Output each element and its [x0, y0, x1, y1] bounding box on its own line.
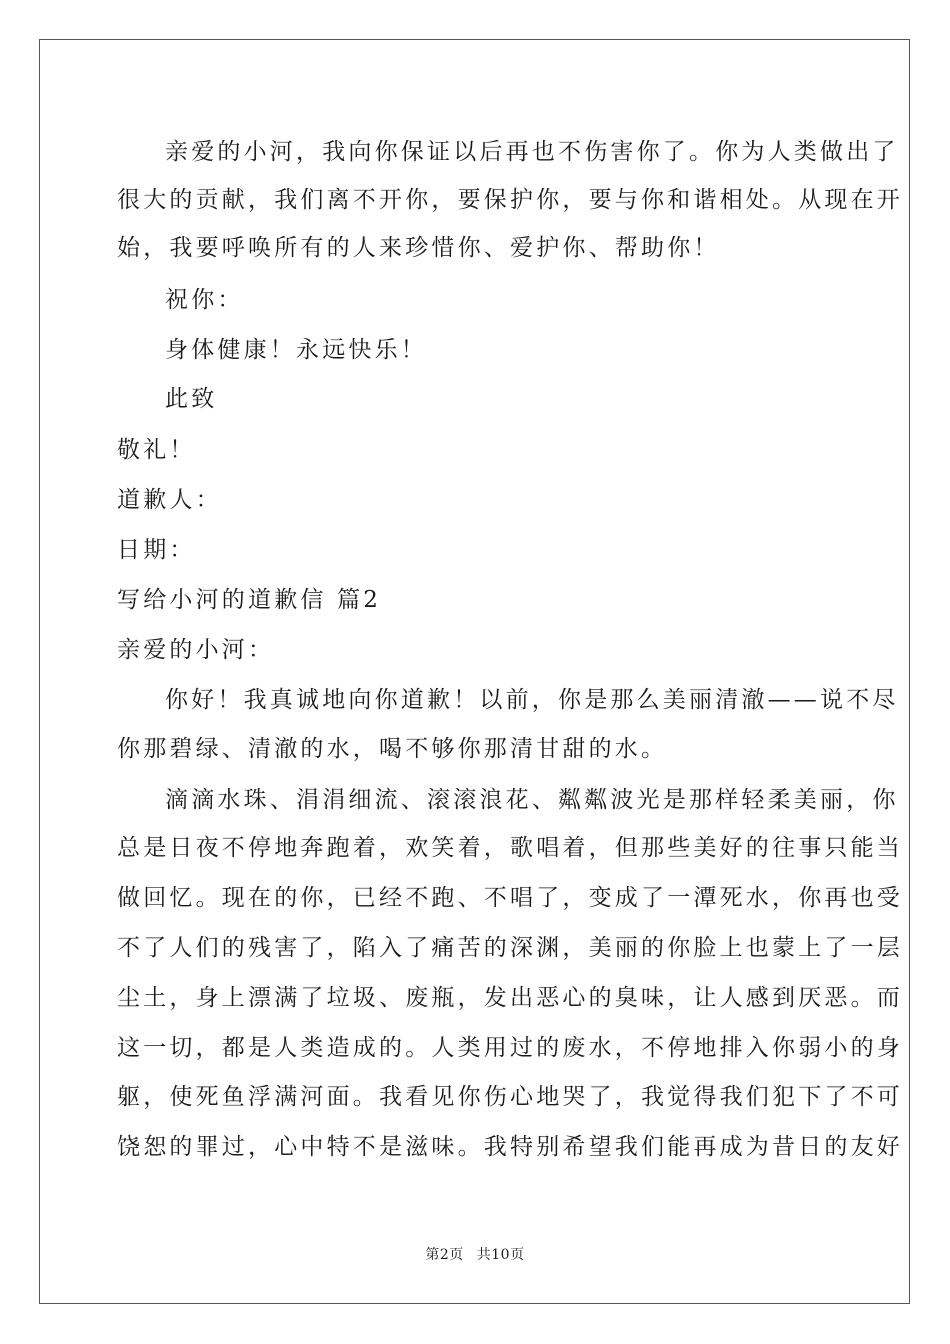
paragraph-line: 做回忆。现在的你，已经不跑、不唱了，变成了一潭死水，你再也受: [117, 885, 903, 911]
paragraph-line: 这一切，都是人类造成的。人类用过的废水，不停地排入你弱小的身: [117, 1035, 903, 1061]
closing-line: 此致: [165, 386, 218, 412]
paragraph-line: 始，我要呼唤所有的人来珍惜你、爱护你、帮助你！: [117, 235, 720, 261]
paragraph-line: 很大的贡献，我们离不开你，要保护你，要与你和谐相处。从现在开: [117, 187, 903, 213]
section-heading: 写给小河的道歉信 篇2: [117, 587, 382, 613]
closing-line: 敬礼！: [117, 437, 196, 463]
wish-line: 身体健康！永远快乐！: [165, 337, 427, 363]
signature-line: 道歉人：: [117, 487, 222, 513]
page-total: 共10页: [476, 1247, 525, 1263]
paragraph-line: 你那碧绿、清澈的水，喝不够你那清甘甜的水。: [117, 736, 668, 762]
paragraph-line: 亲爱的小河，我向你保证以后再也不伤害你了。你为人类做出了: [165, 139, 899, 165]
paragraph-line: 躯，使死鱼浮满河面。我看见你伤心地哭了，我觉得我们犯下了不可: [117, 1084, 903, 1110]
paragraph-line: 滴滴水珠、涓涓细流、滚滚浪花、粼粼波光是那样轻柔美丽，你: [165, 787, 899, 813]
paragraph-line: 总是日夜不停地奔跑着，欢笑着，歌唱着，但那些美好的往事只能当: [117, 835, 903, 861]
paragraph-line: 尘土，身上漂满了垃圾、废瓶，发出恶心的臭味，让人感到厌恶。而: [117, 985, 903, 1011]
greeting-line: 亲爱的小河：: [117, 637, 275, 663]
paragraph-line: 饶恕的罪过，心中特不是滋味。我特别希望我们能再成为昔日的友好: [117, 1134, 903, 1160]
paragraph-line: 你好！我真诚地向你道歉！以前，你是那么美丽清澈——说不尽: [165, 687, 899, 713]
date-line: 日期：: [117, 537, 196, 563]
page-border: [39, 39, 910, 1304]
page-footer: [0, 1246, 950, 1264]
paragraph-line: 不了人们的残害了，陷入了痛苦的深渊，美丽的你脸上也蒙上了一层: [117, 935, 903, 961]
salutation-line: 祝你：: [165, 287, 244, 313]
page-number: 第2页: [425, 1247, 464, 1263]
